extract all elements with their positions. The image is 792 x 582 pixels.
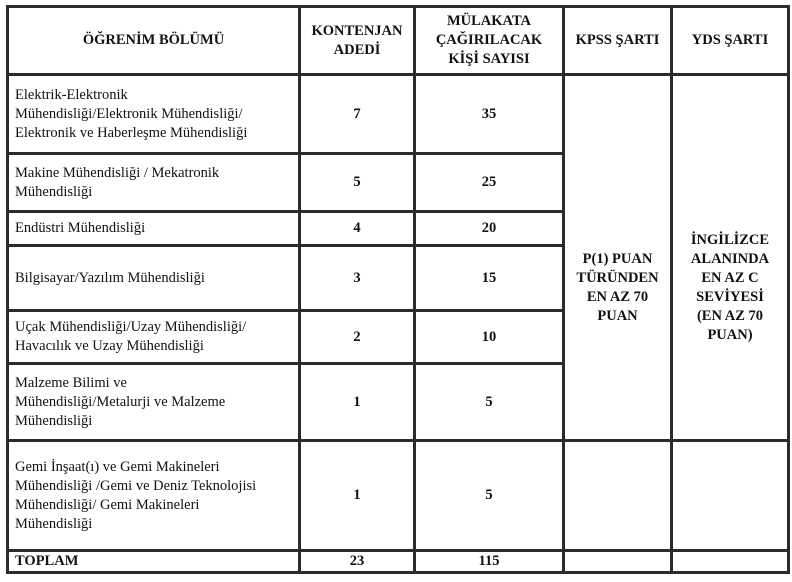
section-name-line: Gemi İnşaat(ı) ve Gemi Makineleri [15,458,220,475]
yds-requirement-line: ALANINDA [690,250,770,267]
empty-cell [565,442,670,549]
section-name [9,247,298,309]
header-interview [416,8,562,73]
interview-value: 25 [416,155,562,210]
header-quota [301,8,413,73]
interview-value: 20 [416,213,562,244]
section-name-line: Mühendisliği [15,183,93,200]
section-name-line: Mühendisliği/ Gemi Makineleri [15,496,200,513]
table-row [9,312,787,362]
total-quota: 23 [301,552,413,571]
section-name-line: Endüstri Mühendisliği [15,220,146,236]
header-interview-line: MÜLAKATA [446,13,532,29]
engineering-quota-table [6,5,790,574]
empty-cell [673,552,787,571]
section-name-line: Mühendisliği /Gemi ve Deniz Teknolojisi [15,477,257,494]
yds-requirement-line: EN AZ C [701,269,759,286]
yds-requirement-line: (EN AZ 70 [696,307,764,324]
section-name [9,213,298,244]
section-name [9,442,298,549]
section-name-line: Havacılık ve Uzay Mühendisliği [15,338,204,354]
section-name [9,312,298,362]
interview-value: 35 [416,76,562,152]
section-name-line: Mühendisliği [15,515,93,532]
quota-value: 3 [301,247,413,309]
table-row [9,247,787,309]
section-name-line: Mühendisliği [15,412,93,429]
kpss-requirement-line: EN AZ 70 [586,288,649,305]
section-name-line: Elektronik ve Haberleşme Mühendisliği [15,124,248,141]
section-name-line: Elektrik-Elektronik [15,86,128,103]
section-name-line: Uçak Mühendisliği/Uzay Mühendisliği/ [15,319,247,335]
interview-value: 10 [416,312,562,362]
table-row [9,155,787,210]
header-interview-line: KİŞİ SAYISI [448,51,530,67]
interview-value: 5 [416,365,562,439]
header-row [9,8,787,73]
header-quota-line: KONTENJAN [311,22,403,39]
section-name-line: Makine Mühendisliği / Mekatronik [15,164,220,181]
section-name-line: Malzeme Bilimi ve [15,374,127,391]
section-name-line: Mühendisliği/Elektronik Mühendisliği/ [15,105,243,122]
quota-value: 5 [301,155,413,210]
quota-value: 1 [301,365,413,439]
interview-value: 5 [416,442,562,549]
section-name [9,155,298,210]
header-interview-line: ÇAĞIRILACAK [435,32,543,48]
header-quota-line: ADEDİ [333,41,381,58]
yds-requirement-line: PUAN) [707,326,753,343]
kpss-requirement [565,76,670,439]
table-row [9,442,787,549]
section-name [9,365,298,439]
total-interview: 115 [416,552,562,571]
section-name [9,76,298,152]
table-row [9,365,787,439]
total-row [9,552,787,571]
quota-value: 7 [301,76,413,152]
table-row [9,76,787,152]
yds-requirement-line: SEVİYESİ [696,288,764,305]
kpss-requirement-line: TÜRÜNDEN [576,269,659,286]
total-label: TOPLAM [9,552,298,571]
empty-cell [673,442,787,549]
empty-cell [565,552,670,571]
kpss-requirement-line: P(1) PUAN [582,250,653,267]
quota-value: 2 [301,312,413,362]
interview-value: 15 [416,247,562,309]
header-yds: YDS ŞARTI [673,8,787,73]
quota-value: 1 [301,442,413,549]
quota-value: 4 [301,213,413,244]
yds-requirement-line: İNGİLİZCE [690,231,770,248]
kpss-requirement-line: PUAN [597,307,638,324]
header-section: ÖĞRENİM BÖLÜMÜ [9,8,298,73]
header-kpss: KPSS ŞARTI [565,8,670,73]
section-name-line: Bilgisayar/Yazılım Mühendisliği [15,269,205,286]
section-name-line: Mühendisliği/Metalurji ve Malzeme [15,393,226,410]
table-row [9,213,787,244]
yds-requirement [673,76,787,439]
